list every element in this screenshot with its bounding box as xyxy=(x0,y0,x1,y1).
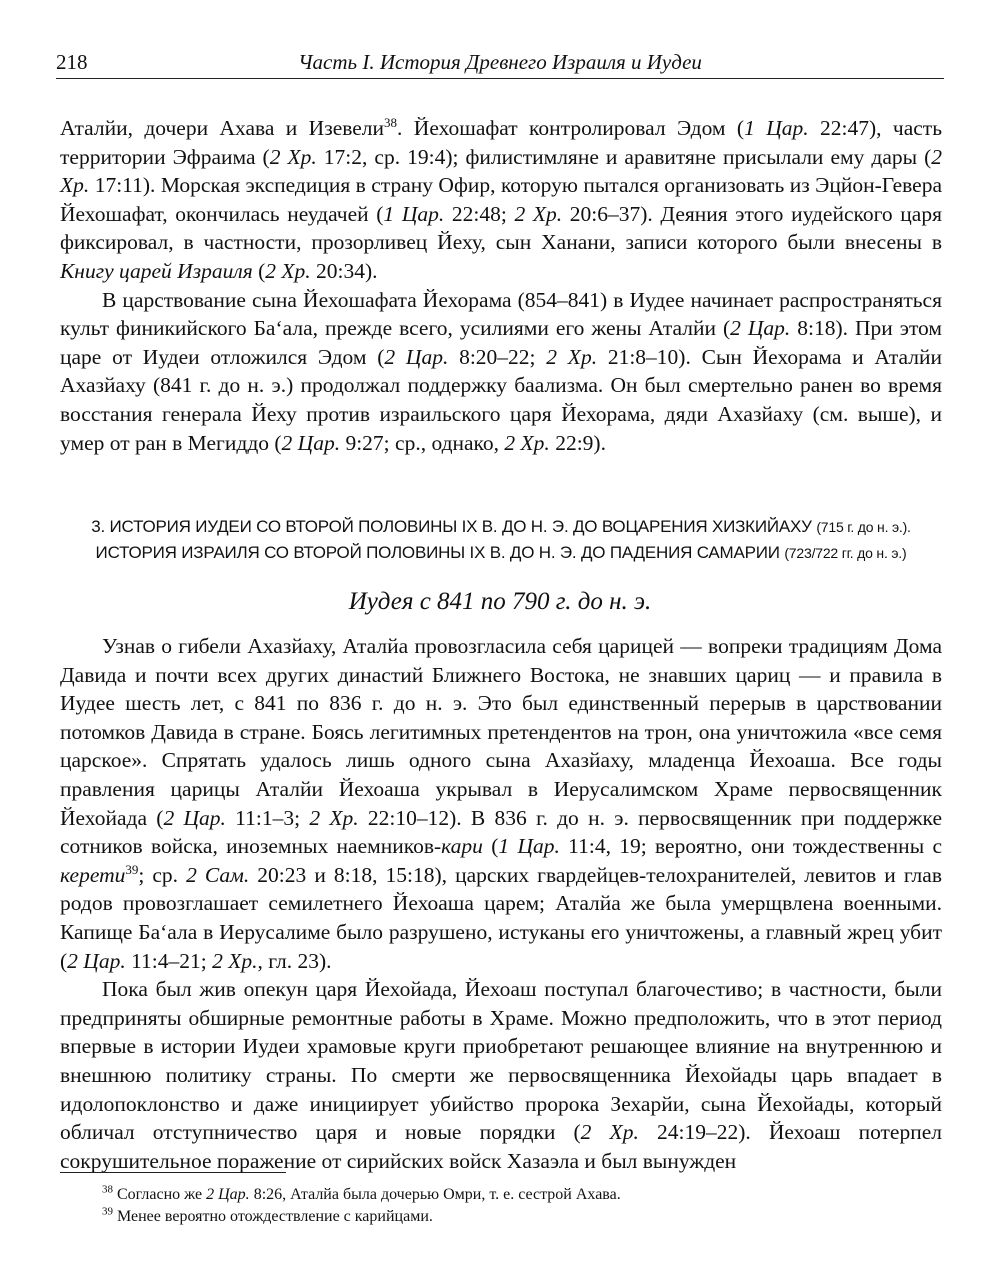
footnote-ref-39[interactable]: 39 xyxy=(125,861,139,877)
page-header xyxy=(56,50,944,79)
paragraph-2: В царствование сына Йехошафата Йехорама (854–841) в Иудее начинает распространяться культ финикийского Ба‘ала, прежде всего, усилиями его жены Аталйи (2 Цар. 8:18). При этом царе от Иудеи отложился Эдом (2 Цар. 8:20–22; 2 Хр. 21:8–10). Сын Йехорама и Аталйи Ахазйаху (841 г. до н. э.) продолжал поддержку баализма. Он был смертельно ранен во время восстания генерала Йеху против израильского царя Йехорама, дяди Ахазйаху (см. выше), и умер от ран в Мегиддо (2 Цар. 9:27; ср., однако, 2 Хр. 22:9). xyxy=(60,287,943,455)
text-block-top xyxy=(60,114,942,457)
footnote-39: $^{39}$ Менее вероятно отождествление с карийцами. xyxy=(102,1205,433,1225)
paragraph-4: Пока был жив опекун царя Йехойада, Йехоаш поступал благочестиво; в частности, были предприняты обширные ремонтные работы в Храме. Можно предположить, что в этот период впервые в истории Иудеи храмовые круги приобретают решающее влияние на внутреннюю и внешнюю политику страны. По смерти же первосвященника Йехойады царь впадает в идолопоклонство и даже инициирует убийство пророка Зехарйи, сына Йехойады, который обличал отступничество царя и новые порядки (2 Хр. 24:19–22). Йехоаш потерпел сокрушительное поражение от сирийских войск Хазаэла и был вынужден xyxy=(60,977,943,1173)
subsection-title: Иудея с 841 по 790 г. до н. э. xyxy=(348,588,652,615)
footnote-ref-38[interactable]: 38 xyxy=(384,114,398,130)
section-heading xyxy=(56,514,946,566)
paragraph-1: Аталйи, дочери Ахава и Изевели$^{38}$. Йехошафат контролировал Эдом (1 Цар. 22:47), часть территории Эфраима (2 Хр. 17:2, ср. 19:4); филистимляне и аравитяне присылали ему дары (2 Хр. 17:11). Морская экспедиция в страну Офир, которую пытался организовать из Эцйон-Гевера Йехошафат, окончилась неудачей (1 Цар. 22:48; 2 Хр. 20:6–37). Деяния этого иудейского царя фиксировал, в частности, прозорливец Йеху, сын Ханани, записи которого были внесены в Книгу царей Израиля (2 Хр. 20:34). xyxy=(60,114,942,283)
section-heading-line-2: ИСТОРИЯ ИЗРАИЛЯ СО ВТОРОЙ ПОЛОВИНЫ IX В. ДО Н. Э. ДО ПАДЕНИЯ САМАРИИ (723/722 гг. до н. э.) xyxy=(95,543,907,562)
footnotes xyxy=(102,1184,942,1228)
footnote-divider xyxy=(60,1172,286,1173)
running-title: Часть I. История Древнего Израиля и Иудеи xyxy=(298,50,702,74)
paragraph-3: Узнав о гибели Ахазйаху, Аталйа провозгласила себя царицей — вопреки традициям Дома Давида и почти всех других династий Ближнего Востока, не знавших цариц — и правила в Иудее шесть лет, с 841 по 836 г. до н. э. Это был единственный перерыв в царствовании потомков Давида в стране. Боясь легитимных претендентов на трон, она уничтожила «все семя царское». Спрятать удалось лишь одного сына Ахазйаху, младенца Йехоаша. Все годы правления царицы Аталйи Йехоаша укрывал в Иерусалимском Храме первосвященник Йехойада (2 Цар. 11:1–3; 2 Хр. 22:10–12). В 836 г. до н. э. первосвященник при поддержке сотников войска, иноземных наемников-кари (1 Цар. 11:4, 19; вероятно, они тождественны с керети$^{39}$; ср. 2 Сам. 20:23 и 8:18, 15:18), царских гвардейцев-телохранителей, левитов и глав родов провозглашает семилетнего Йехоаша царем; Аталйа же была умерщвлена военными. Капище Ба‘ала в Иерусалиме было разрушено, истуканы его уничтожены, а главный жрец убит (2 Цар. 11:4–21; 2 Хр., гл. 23). xyxy=(60,634,942,973)
section-heading-line-1: 3. ИСТОРИЯ ИУДЕИ СО ВТОРОЙ ПОЛОВИНЫ IX В. ДО Н. Э. ДО ВОЦАРЕНИЯ ХИЗКИЙАХУ (715 г. до н. э.). xyxy=(91,517,911,536)
footnote-38: $^{38}$ Согласно же 2 Цар. 8:26, Аталйа была дочерью Омри, т. е. сестрой Ахава. xyxy=(102,1183,621,1203)
page-number: 218 xyxy=(56,50,88,74)
text-block-bottom xyxy=(60,632,942,1175)
